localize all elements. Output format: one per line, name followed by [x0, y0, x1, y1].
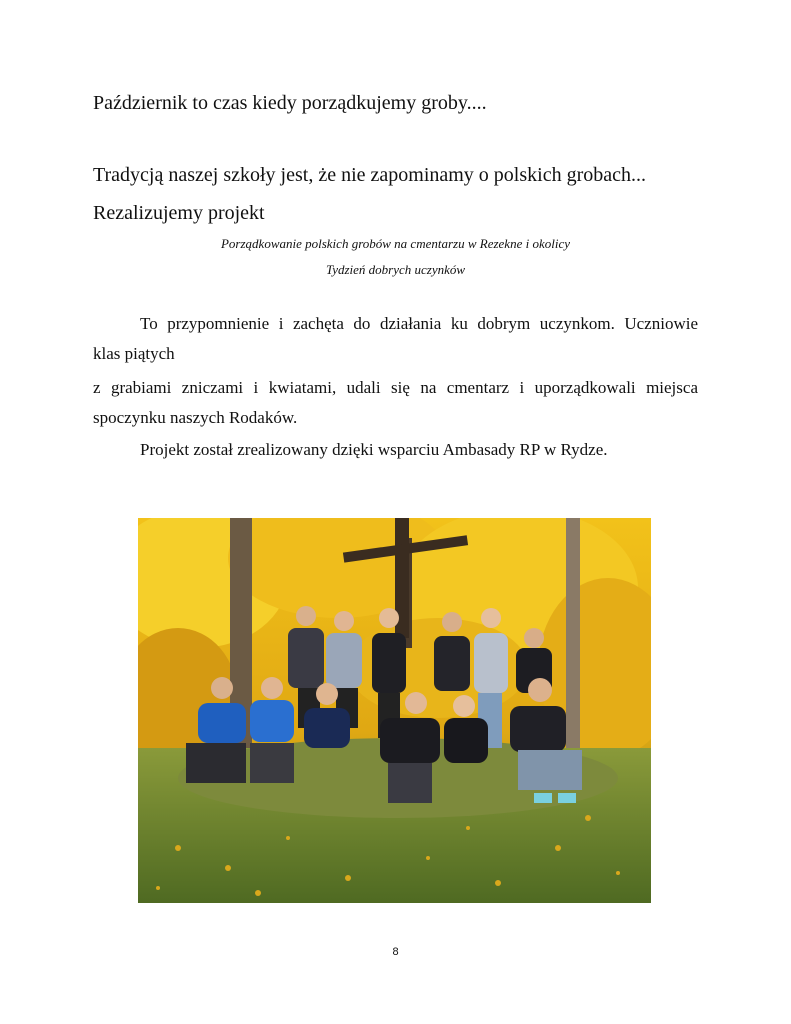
paragraph-line: spoczynku naszych Rodaków. — [93, 408, 298, 427]
page-number: 8 — [392, 946, 399, 958]
heading-tradition: Tradycją naszej szkoły jest, że nie zapominamy o polskich grobach... — [93, 164, 646, 186]
heading-project: Rezalizujemy projekt — [93, 202, 265, 224]
heading-october: Październik to czas kiedy porządkujemy groby.... — [93, 92, 487, 114]
subtitle-project-name: Porządkowanie polskich grobów na cmentarzu w Rezekne i okolicy — [220, 236, 570, 251]
group-photo — [138, 518, 651, 903]
paragraph-funding: Projekt został zrealizowany dzięki wsparciu Ambasady RP w Rydze. — [140, 440, 608, 459]
paragraph-line: klas piątych — [93, 344, 175, 363]
paragraph-line: To przypomnienie i zachęta do działania ku dobrym uczynkom. Uczniowie — [140, 314, 698, 333]
subtitle-week: Tydzień dobrych uczynków — [325, 262, 466, 277]
paragraph-line: z grabiami zniczami i kwiatami, udali się na cmentarz i uporządkowali miejsca — [93, 378, 698, 397]
